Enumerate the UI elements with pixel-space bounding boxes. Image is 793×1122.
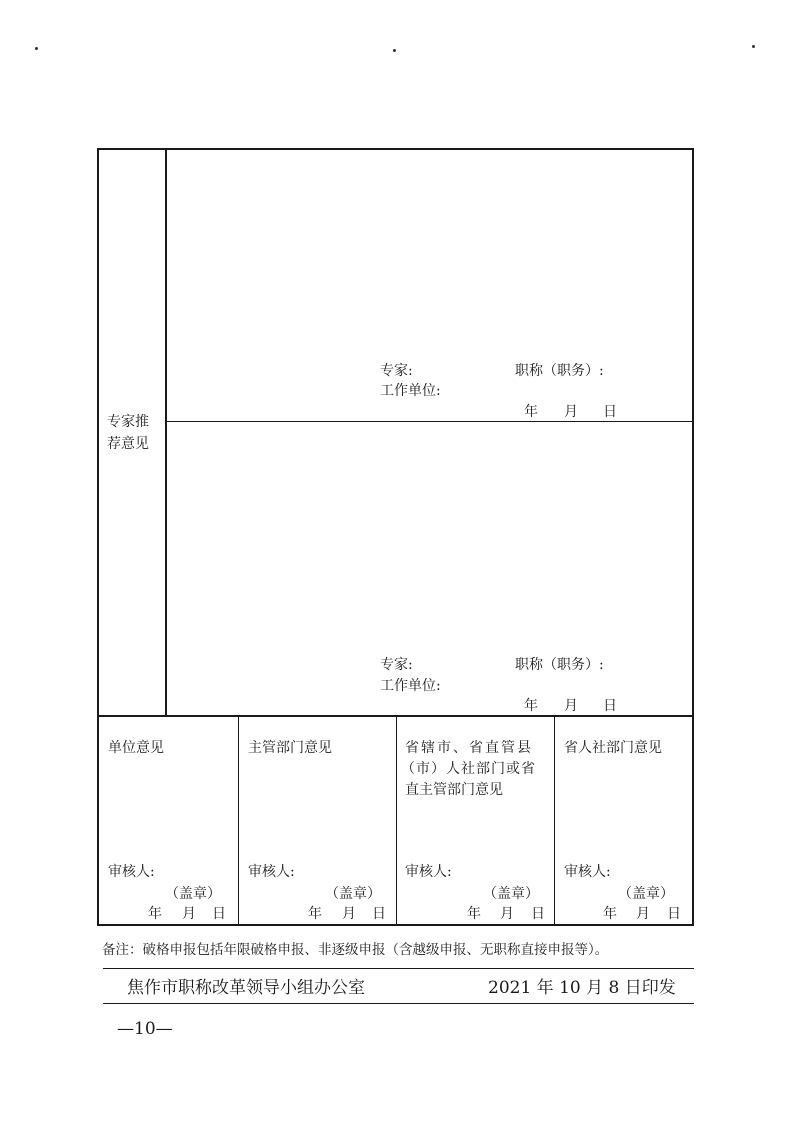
seal-label: （盖章） <box>618 886 674 902</box>
date-month: 月 <box>182 906 196 922</box>
table-border-right <box>692 148 694 926</box>
date-month: 月 <box>500 906 514 922</box>
footer-rule-top <box>103 968 694 969</box>
footnote: 备注：破格申报包括年限破格申报、非逐级申报（含越级申报、无职称直接申报等）。 <box>102 942 609 958</box>
date-month: 月 <box>636 906 650 922</box>
opinion-column-divider <box>396 715 397 925</box>
date-month: 月 <box>564 698 578 714</box>
opinion-title: 单位意见 <box>108 740 164 756</box>
expert-title-label: 职称（职务）: <box>515 657 604 673</box>
date-year: 年 <box>524 698 538 714</box>
issuer-name: 焦作市职称改革领导小组办公室 <box>127 978 365 998</box>
date-year: 年 <box>467 906 481 922</box>
expert-unit-label: 工作单位: <box>380 678 441 694</box>
reviewer-label: 审核人: <box>108 864 155 880</box>
expert-name-label: 专家: <box>380 363 413 379</box>
date-day: 日 <box>212 906 226 922</box>
date-year: 年 <box>308 906 322 922</box>
page-number: —10— <box>117 1019 173 1039</box>
scan-speck <box>35 47 38 50</box>
reviewer-label: 审核人: <box>248 864 295 880</box>
seal-label: （盖章） <box>325 886 381 902</box>
table-border-left <box>97 148 99 926</box>
opinion-column-divider <box>554 715 555 925</box>
seal-label: （盖章） <box>165 886 221 902</box>
reviewer-label: 审核人: <box>564 864 611 880</box>
opinion-title: 直主管部门意见 <box>405 782 503 798</box>
date-day: 日 <box>667 906 681 922</box>
expert-unit-label: 工作单位: <box>380 383 441 399</box>
opinion-title: （市）人社部门或省 <box>401 761 536 777</box>
date-year: 年 <box>524 404 538 420</box>
table-border-top <box>97 148 694 150</box>
issue-date: 2021 年 10 月 8 日印发 <box>488 978 676 998</box>
expert-title-label: 职称（职务）: <box>515 363 604 379</box>
scan-speck <box>752 45 755 48</box>
expert-entry-divider <box>165 421 694 422</box>
expert-name-label: 专家: <box>380 657 413 673</box>
reviewer-label: 审核人: <box>405 864 452 880</box>
opinion-title: 主管部门意见 <box>248 740 332 756</box>
opinion-title: 省辖市、省直管县 <box>405 740 533 756</box>
seal-label: （盖章） <box>483 886 539 902</box>
expert-section-label: 专家推 荐意见 <box>107 414 149 452</box>
opinion-title: 省人社部门意见 <box>564 740 662 756</box>
date-year: 年 <box>148 906 162 922</box>
opinion-column-divider <box>238 715 239 925</box>
date-month: 月 <box>342 906 356 922</box>
footer-rule-bottom <box>103 1003 694 1004</box>
date-day: 日 <box>372 906 386 922</box>
date-day: 日 <box>531 906 545 922</box>
date-day: 日 <box>603 404 617 420</box>
date-day: 日 <box>603 698 617 714</box>
expert-label-divider <box>165 148 167 716</box>
scan-speck <box>393 49 396 52</box>
date-month: 月 <box>564 404 578 420</box>
date-year: 年 <box>603 906 617 922</box>
